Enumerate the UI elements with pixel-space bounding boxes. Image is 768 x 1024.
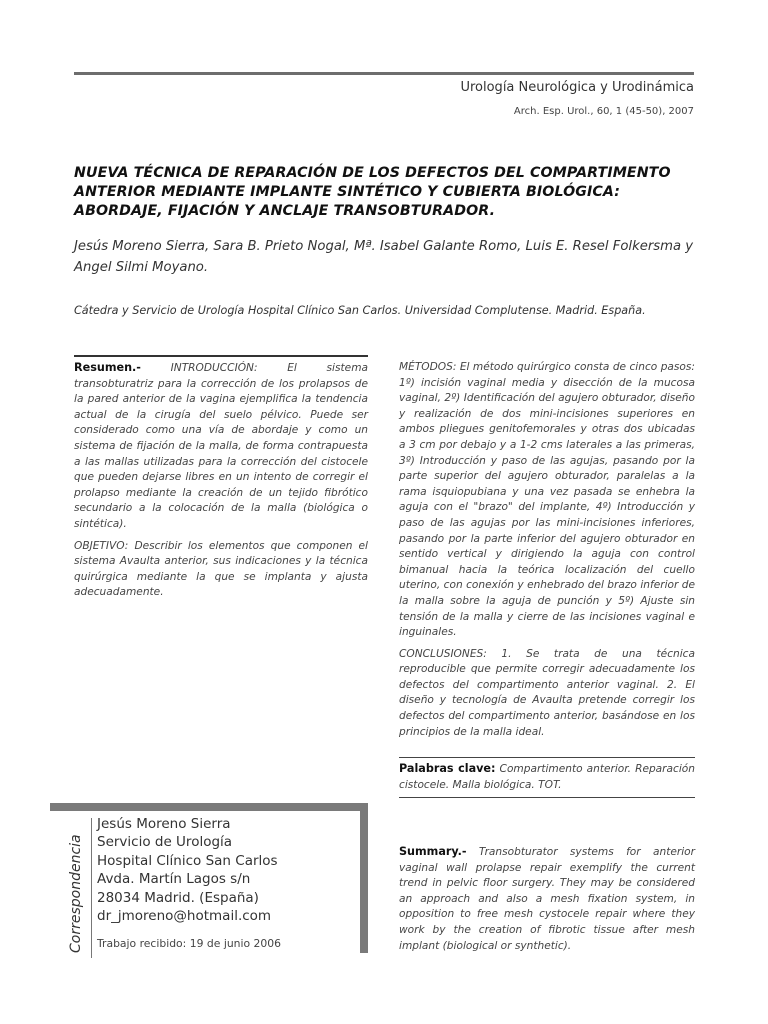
correspondence-hospital: Hospital Clínico San Carlos: [97, 852, 278, 869]
summary-lead: Summary.-: [399, 845, 467, 858]
correspondence-email: dr_jmoreno@hotmail.com: [97, 908, 272, 925]
abstract-methods: MÉTODOS: El método quirúrgico consta de cinco pasos: 1º) incisión vaginal media y disección de la mucosa vaginal, 2º) Identificación del agujero obturador, diseño y realización de dos mini-incisiones superiores en ambos pliegues genitofemorales y otras dos ubicadas a 3 cm por debajo y a 1-2 cms laterales a las primeras, 3º) Introducción y paso de las agujas, pasando por la parte superior del agujero obturador, paralelas a la rama isquiopubiana y una vez pasada se enhebra la aguja con el "brazo" del implante, 4º) Introducción y paso de las agujas por las mini-incisiones inferiores, pasando por la parte inferior del agujero obturador en sentido vertical y dirigiendo la aguja con control bimanual hacia la teórica localización del cuello uterino, con conexión y enhebrado del brazo inferior de la malla sobre la aguja de punción y 5º) Ajuste sin tensión de la malla y cierre de las incisiones vaginal e inguinales.: [399, 361, 695, 639]
keywords: [399, 761, 695, 793]
abstract-lead: Resumen.-: [74, 361, 141, 374]
correspondence-street: Avda. Martín Lagos s/n: [97, 871, 251, 888]
correspondence-city: 28034 Madrid. (España): [97, 889, 259, 906]
abstract-left-column: [74, 360, 368, 607]
journal-section: Urología Neurológica y Urodinámica: [460, 80, 694, 95]
abstract-conclusions: CONCLUSIONES: 1. Se trata de una técnica reproducible que permite corregir adecuadamente los defectos del compartimento anterior vaginal. 2. El diseño y tecnología de Avaulta pretende corregir los defectos del compartimento anterior, basándose en los principios de la malla ideal.: [399, 647, 695, 738]
citation: Arch. Esp. Urol., 60, 1 (45-50), 2007: [513, 106, 694, 117]
received-date: Trabajo recibido: 19 de junio 2006: [97, 937, 282, 950]
keywords-rule-bottom: [399, 797, 695, 798]
keywords-rule-top: [399, 757, 695, 758]
correspondence-name: Jesús Moreno Sierra: [97, 816, 231, 832]
abstract-objective: OBJETIVO: Describir los elementos que componen el sistema Avaulta anterior, sus indicaciones y la técnica quirúrgica mediante la que se implanta y ajusta adecuadamente.: [74, 539, 368, 599]
abstract-intro-paragraph: [74, 360, 368, 533]
article-title: NUEVA TÉCNICA DE REPARACIÓN DE LOS DEFECTOS DEL COMPARTIMENTO ANTERIOR MEDIANTE IMPLANTE SINTÉTICO Y CUBIERTA BIOLÓGICA: ABORDAJE, FIJACIÓN Y ANCLAJE TRANSOBTURADOR.: [74, 165, 671, 219]
keywords-text: Compartimento anterior. Reparación cistocele. Malla biológica. TOT.: [399, 763, 695, 791]
summary-text: Transobturator systems for anterior vaginal wall prolapse repair exemplify the current trend in pelvic floor surgery. They may be considered an approach and also a mesh fixation system, in opposition to free mesh cystocele repair where they work by the creation of fibrotic tissue after mesh implant (biological or synthetic).: [399, 846, 696, 952]
summary: [399, 844, 695, 954]
author-list: Jesús Moreno Sierra, Sara B. Prieto Nogal, Mª. Isabel Galante Romo, Luis E. Resel Folkersma y Angel Silmi Moyano.: [74, 239, 694, 275]
abstract-rule: [74, 355, 368, 357]
header-rule: [74, 72, 694, 75]
correspondence-divider: [91, 818, 92, 958]
correspondence-department: Servicio de Urología: [97, 834, 233, 851]
affiliation: Cátedra y Servicio de Urología Hospital Clínico San Carlos. Universidad Complutense. Madrid. España.: [74, 304, 646, 317]
abstract-intro: INTRODUCCIÓN: El sistema transobturatriz para la corrección de los prolapsos de la pared anterior de la vagina ejemplifica la tendencia actual de la cirugía del suelo pélvico. Puede ser considerado como una vía de abordaje y como un sistema de fijación de la malla, de forma contrapuesta a las mallas utilizadas para la corrección del cistocele que pueden dejarse libres en un intento de corregir el prolapso mediante la creación de un tejido fibrótico secundario a la colocación de la malla (biológica o sintética).: [74, 362, 369, 530]
correspondence-label: Correspondencia: [68, 834, 84, 953]
abstract-right-column: [399, 360, 695, 746]
correspondence-frame-right: [360, 803, 368, 953]
correspondence-address: [97, 815, 278, 925]
correspondence-frame-top: [50, 803, 368, 811]
keywords-lead: Palabras clave:: [399, 762, 496, 775]
